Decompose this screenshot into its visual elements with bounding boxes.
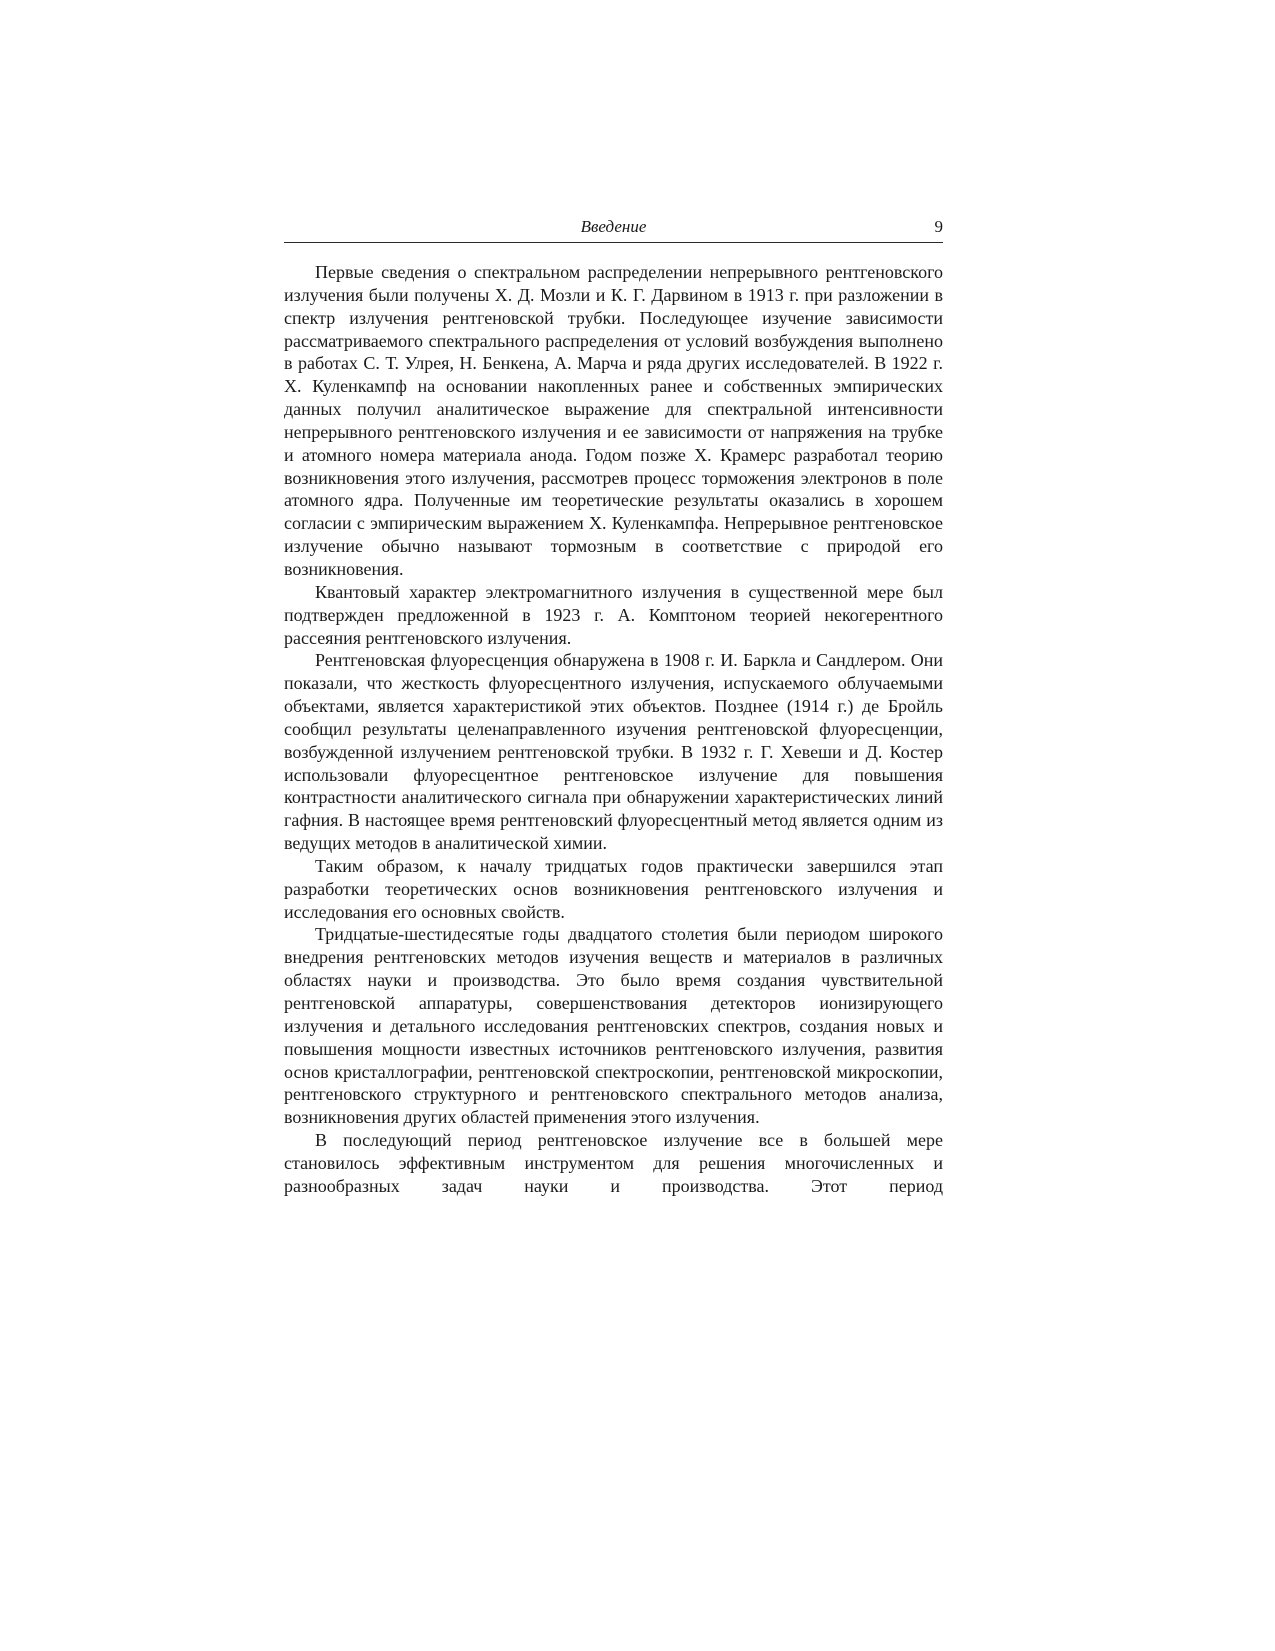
running-header [284, 216, 943, 243]
body-text [284, 261, 943, 1198]
paragraph: В последующий период рентгеновское излучение все в большей мере становилось эффективным инструментом для решения многочисленных и разнообразных задач науки и производства. Этот период [284, 1130, 943, 1196]
paragraph: Квантовый характер электромагнитного излучения в существенной мере был подтвержден предложенной в 1923 г. А. Комптоном теорией некогерентного рассеяния рентгеновского излучения. [284, 581, 943, 648]
page-number: 9 [934, 217, 943, 236]
paragraph: Рентгеновская флуоресценция обнаружена в 1908 г. И. Баркла и Сандлером. Они показали, что жесткость флуоресцентного излучения, испускаемого облучаемыми объектами, является характеристикой этих объектов. Позднее (1914 г.) де Бройль сообщил результаты целенаправленного изучения рентгеновской флуоресценции, возбужденной излучением рентгеновской трубки. В 1932 г. Г. Хевеши и Д. Костер использовали флуоресцентное рентгеновское излучение для повышения контрастности аналитического сигнала при обнаружении характеристических линий гафния. В настоящее время рентгеновский флуоресцентный метод является одним из ведущих методов в аналитической химии. [284, 650, 943, 854]
paragraph: Тридцатые-шестидесятые годы двадцатого столетия были периодом широкого внедрения рентгеновских методов изучения веществ и материалов в различных областях науки и производства. Это было время создания чувствительной рентгеновской аппаратуры, совершенствования детекторов ионизирующего излучения и детального исследования рентгеновских спектров, создания новых и повышения мощности известных источников рентгеновского излучения, развития основ кристаллографии, рентгеновской спектроскопии, рентгеновской микроскопии, рентгеновского структурного и рентгеновского спектрального методов анализа, возникновения других областей применения этого излучения. [284, 924, 943, 1128]
paragraph: Первые сведения о спектральном распределении непрерывного рентгеновского излучения были получены Х. Д. Мозли и К. Г. Дарвином в 1913 г. при разложении в спектр излучения рентгеновской трубки. Последующее изучение зависимости рассматриваемого спектрального распределения от условий возбуждения выполнено в работах С. Т. Улрея, Н. Бенкена, А. Марча и ряда других исследователей. В 1922 г. Х. Куленкампф на основании накопленных ранее и собственных эмпирических данных получил аналитическое выражение для спектральной интенсивности непрерывного рентгеновского излучения и ее зависимости от напряжения на трубке и атомного номера материала анода. Годом позже Х. Крамерс разработал теорию возникновения этого излучения, рассмотрев процесс торможения электронов в поле атомного ядра. Полученные им теоретические результаты оказались в хорошем согласии с эмпирическим выражением Х. Куленкампфа. Непрерывное рентгеновское излучение обычно называют тормозным в соответствие с природой его возникновения. [284, 262, 943, 579]
running-title: Введение [580, 217, 647, 236]
paragraph: Таким образом, к началу тридцатых годов практически завершился этап разработки теоретических основ возникновения рентгеновского излучения и исследования его основных свойств. [284, 855, 943, 922]
